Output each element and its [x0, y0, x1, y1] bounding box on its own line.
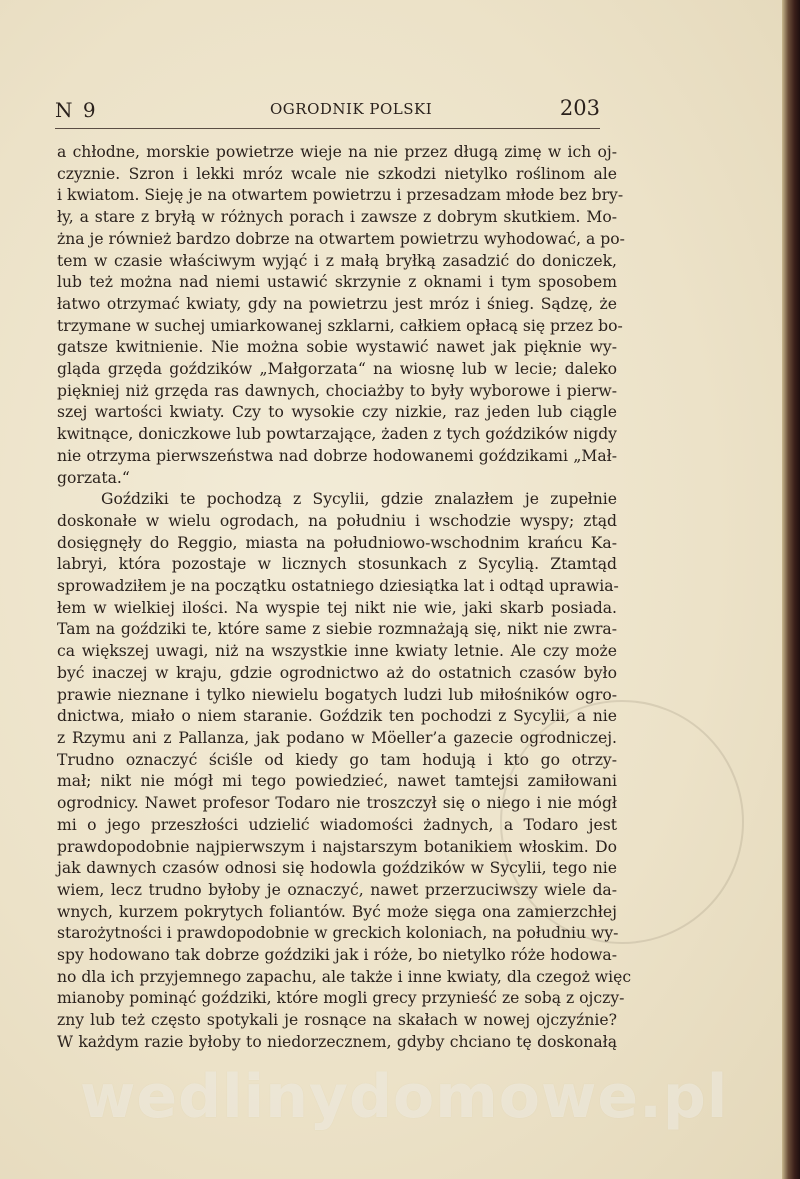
text-line: z Rzymu ani z Pallanza, jak podano w Möeller’a gazecie ogrodniczej.	[57, 728, 617, 747]
text-line: zny lub też często spotykali je rosnące na skałach w nowej ojczyźnie?	[57, 1011, 617, 1030]
text-line: Trudno oznaczyć ściśle od kiedy go tam hodują i kto go otrzy-	[57, 750, 617, 769]
text-line: doskonałe w wielu ogrodach, na południu i wschodzie wyspy; ztąd	[57, 511, 617, 530]
text-line: Goździki te pochodzą z Sycylii, gdzie znalazłem je zupełnie	[101, 490, 617, 509]
text-line: mianoby pominąć goździki, które mogli grecy przynieść ze sobą z ojczy-	[57, 989, 625, 1008]
site-watermark: wedlinydomowe.pl	[80, 1062, 729, 1132]
page-header	[55, 96, 600, 126]
text-line: ły, a stare z bryłą w różnych porach i zawsze z dobrym skutkiem. Mo-	[57, 208, 617, 227]
text-line: wiem, lecz trudno byłoby je oznaczyć, nawet przerzuciwszy wiele da-	[57, 880, 617, 899]
header-rule	[55, 128, 600, 129]
text-line: trzymane w suchej umiarkowanej szklarni, całkiem opłacą się przez bo-	[57, 316, 623, 335]
text-line: a chłodne, morskie powietrze wieje na nie przez długą zimę w ich oj-	[57, 143, 617, 161]
issue-number: N 9	[55, 98, 98, 122]
text-line: szej wartości kwiaty. Czy to wysokie czy nizkie, raz jeden lub ciągle	[57, 403, 617, 422]
text-line: gorzata.“	[57, 468, 130, 487]
text-line: żna je również bardzo dobrze na otwartem powietrzu wyhodować, a po-	[57, 229, 625, 248]
text-line: lub też można nad niemi ustawić skrzynie z oknami i tym sposobem	[57, 273, 617, 292]
text-line: dnictwa, miało o niem staranie. Goździk ten pochodzi z Sycylii, a nie	[57, 707, 617, 726]
book-spine-edge	[782, 0, 800, 1179]
text-line: W każdym razie byłoby to niedorzecznem, gdyby chciano tę doskonałą	[57, 1032, 617, 1051]
text-line: sprowadziłem je na początku ostatniego dziesiątka lat i odtąd uprawia-	[57, 577, 619, 596]
text-line: mi o jego przeszłości udzielić wiadomości żadnych, a Todaro jest	[57, 815, 617, 834]
text-line: być inaczej w kraju, gdzie ogrodnictwo aż do ostatnich czasów było	[57, 663, 617, 682]
text-line: dosięgnęły do Reggio, miasta na południowo-wschodnim krańcu Ka-	[57, 533, 617, 552]
text-line: prawie nieznane i tylko niewielu bogatych ludzi lub miłośników ogro-	[57, 685, 617, 704]
text-line: gląda grzęda goździków „Małgorzata“ na wiosnę lub w lecie; daleko	[57, 360, 617, 379]
text-line: labryi, która pozostaje w licznych stosunkach z Sycylią. Ztamtąd	[57, 555, 617, 574]
article-body	[57, 142, 632, 1054]
text-line: mał; nikt nie mógł mi tego powiedzieć, nawet tamtejsi zamiłowani	[57, 772, 617, 791]
text-line: spy hodowano tak dobrze goździki jak i róże, bo nietylko róże hodowa-	[57, 946, 617, 965]
text-line: prawdopodobnie najpierwszym i najstarszym botanikiem włoskim. Do	[57, 837, 617, 856]
text-line: starożytności i prawdopodobnie w greckich koloniach, na południu wy-	[57, 924, 619, 943]
text-line: gatsze kwitnienie. Nie można sobie wystawić nawet jak pięknie wy-	[57, 338, 617, 357]
text-line: nie otrzyma pierwszeństwa nad dobrze hodowanemi goździkami „Mał-	[57, 446, 617, 465]
text-line: ca większej uwagi, niż na wszystkie inne kwiaty letnie. Ale czy może	[57, 642, 617, 661]
text-line: no dla ich przyjemnego zapachu, ale także i inne kwiaty, dla czegoż więc	[57, 967, 632, 986]
text-line: łem w wielkiej ilości. Na wyspie tej nikt nie wie, jaki skarb posiada.	[57, 598, 617, 617]
journal-title: OGRODNIK POLSKI	[270, 100, 433, 118]
text-line: Tam na goździki te, które same z siebie rozmnażają się, nikt nie zwra-	[57, 620, 617, 639]
text-line: łatwo otrzymać kwiaty, gdy na powietrzu jest mróz i śnieg. Sądzę, że	[57, 294, 617, 313]
text-line: jak dawnych czasów odnosi się hodowla goździków w Sycylii, tego nie	[57, 859, 617, 878]
text-line: i kwiatom. Sieję je na otwartem powietrzu i przesadzam młode bez bry-	[57, 186, 624, 205]
text-line: kwitnące, doniczkowe lub powtarzające, żaden z tych goździków nigdy	[57, 425, 617, 444]
page-number: 203	[559, 96, 600, 120]
text-line: piękniej niż grzęda ras dawnych, chociażby to były wyborowe i pierw-	[57, 381, 617, 400]
text-line: ogrodnicy. Nawet profesor Todaro nie troszczył się o niego i nie mógł	[57, 794, 617, 813]
text-line: wnych, kurzem pokrytych foliantów. Być może sięga ona zamierzchłej	[57, 902, 617, 921]
text-line: czyznie. Szron i lekki mróz wcale nie szkodzi nietylko roślinom ale	[57, 164, 617, 183]
text-line: tem w czasie właściwym wyjąć i z małą bryłką zasadzić do doniczek,	[57, 251, 617, 270]
